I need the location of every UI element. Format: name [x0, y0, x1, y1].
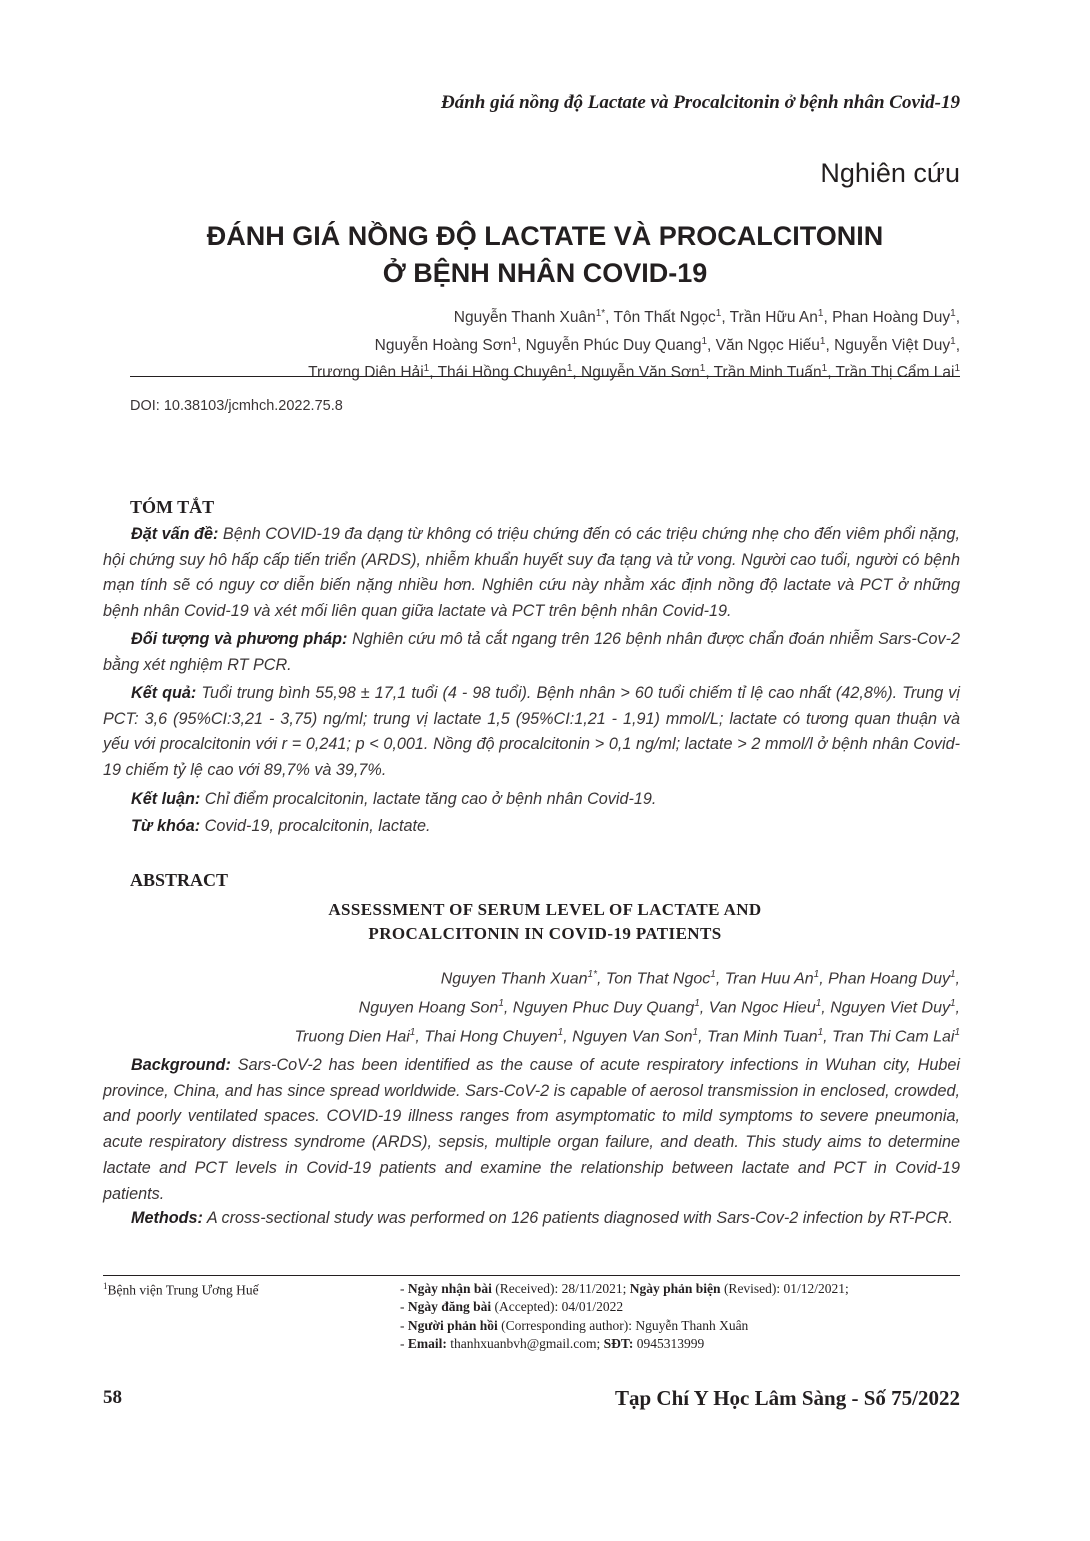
- author-affiliation-mark: 1: [821, 363, 828, 375]
- authors-en: Nguyen Thanh Xuan$^{1*}$, Ton That Ngoc$^1$, Tran Huu An$^1$, Phan Hoang Duy$^1$, Nguyen Hoang Son$^1$, Nguyen Phuc Duy Quang$^1$, Van Ngoc Hieu$^1$, Nguyen Viet Duy$^1$, Truong Dien Hai$^1$, Thai Hong Chuyen$^1$, Nguyen Van Son$^1$, Tran Minh Tuan$^1$, Tran Thi Cam Lai$^1$: [294, 969, 960, 1045]
- author-affiliation-mark: 1: [954, 1026, 960, 1038]
- label: Từ khóa:: [131, 817, 201, 835]
- author-name: Trương Diên Hải: [308, 364, 424, 382]
- section-label: Nghiên cứu: [820, 158, 960, 188]
- author-affiliation-mark: 1: [423, 363, 430, 375]
- paragraph-conclusion-vi: [103, 787, 960, 813]
- authors-divider: [130, 376, 960, 377]
- author-affiliation-mark: 1*: [595, 308, 606, 319]
- author-name: Nguyen Viet Duy: [830, 999, 950, 1017]
- paragraph-background-vi: [103, 522, 960, 625]
- author-name: Tran Minh Tuan: [707, 1027, 818, 1045]
- label: Đặt vấn đề:: [131, 525, 219, 543]
- author-name: Nguyễn Việt Duy: [834, 336, 951, 354]
- text: Chỉ điểm procalcitonin, lactate tăng cao ở bệnh nhân Covid-19.: [204, 790, 657, 808]
- label: Methods:: [131, 1209, 203, 1227]
- page-number: 58: [103, 1387, 122, 1408]
- author-affiliation-mark: 1: [817, 1026, 824, 1038]
- author-affiliation-mark: 1: [557, 1026, 564, 1038]
- text: Tuổi trung bình 55,98 ± 17,1 tuổi (4 - 98 tuổi). Bệnh nhân > 60 tuổi chiếm tỉ lệ cao nhất (42,8%). Trung vị PCT: 3,6 (95%CI:3,21 - 3,75) ng/ml; trung vị lactate 1,5 (95%CI:1,21 - 1,91) mmol/L; lactate có tương quan thuận và yếu với procalcitonin với r = 0,241; p < 0,001. Nồng độ procalcitonin > 0,1 ng/ml; lactate > 2 mmol/l ở bệnh nhân Covid-19 chiếm tỷ lệ cao với 89,7% và 39,7%.: [103, 684, 960, 780]
- footnote-divider: [103, 1275, 960, 1276]
- text: Sars-CoV-2 has been identified as the cause of acute respiratory infections in Wuhan city, Hubei province, China, and has since spread worldwide. Sars-CoV-2 is capable of aerosol transmission in enclosed, crowded, and poorly ventilated spaces. COVID-19 illness ranges from asymptomatic to mild symptoms to severe pneumonia, acute respiratory distress syndrome (ARDS), sepsis, multiple organ failure, and death. This study aims to determine lactate and PCT levels in Covid-19 patients and examine the relationship between lactate and PCT in Covid-19 patients.: [103, 1056, 960, 1203]
- english-title-line-1: ASSESSMENT OF SERUM LEVEL OF LACTATE AND: [328, 900, 762, 919]
- author-affiliation-mark: 1: [813, 969, 820, 980]
- author-name: Thái Hồng Chuyên: [437, 364, 567, 382]
- author-name: Nguyen Phuc Duy Quang: [512, 999, 695, 1017]
- author-affiliation-mark: 1: [949, 997, 956, 1009]
- author-name: Nguyen Van Son: [572, 1027, 693, 1045]
- author-name: Trần Thị Cẩm Lai: [835, 364, 955, 382]
- author-name: Phan Hoàng Duy: [832, 309, 951, 327]
- summary-heading: TÓM TẮT: [130, 497, 215, 517]
- dates-line: - Ngày nhận bài (Received): 28/11/2021; Ngày phản biện (Revised): 01/12/2021;: [400, 1281, 849, 1296]
- label: Background:: [131, 1056, 231, 1074]
- paragraph-methods-vi: [103, 627, 960, 678]
- text: Nghiên cứu mô tả cắt ngang trên 126 bệnh nhân được chẩn đoán nhiễm Sars-Cov-2 bằng xét nghiệm RT PCR.: [103, 630, 960, 674]
- authors-vi: Nguyễn Thanh Xuân$^{1*}$, Tôn Thất Ngọc$^1$, Trần Hữu An$^1$, Phan Hoàng Duy$^1$, Nguyễn Hoàng Sơn$^1$, Nguyễn Phúc Duy Quang$^1$, Văn Ngọc Hiếu$^1$, Nguyễn Việt Duy$^1$, Trương Diên Hải$^1$, Thái Hồng Chuyên$^1$, Nguyễn Văn Sơn$^1$, Trần Minh Tuấn$^1$, Trần Thị Cẩm Lai$^1$: [308, 308, 960, 382]
- author-affiliation-mark: 1: [701, 335, 708, 347]
- author-affiliation-mark: 1: [566, 363, 573, 375]
- author-affiliation-mark: 1: [694, 997, 700, 1009]
- author-affiliation-mark: 1: [954, 363, 960, 375]
- text: A cross-sectional study was performed on 126 patients diagnosed with Sars-Cov-2 infection by RT-PCR.: [206, 1209, 954, 1227]
- author-name: Nguyen Thanh Xuan: [440, 970, 588, 988]
- author-affiliation-mark: 1: [817, 308, 824, 319]
- author-name: Truong Dien Hai: [294, 1027, 410, 1045]
- abstract-heading: ABSTRACT: [130, 870, 229, 890]
- title-line-2: Ở BỆNH NHÂN COVID-19: [382, 258, 708, 288]
- author-affiliation-mark: 1: [692, 1026, 699, 1038]
- author-affiliation-mark: 1: [710, 969, 716, 980]
- contact-line: - Email: thanhxuanbvh@gmail.com; SĐT: 0945313999: [400, 1335, 705, 1351]
- author-affiliation-mark: 1: [715, 308, 722, 319]
- author-name: Trần Minh Tuấn: [713, 364, 822, 382]
- text: Covid-19, procalcitonin, lactate.: [204, 817, 431, 835]
- running-head: Đánh giá nồng độ Lactate và Procalcitonin ở bệnh nhân Covid-19: [440, 92, 960, 113]
- author-name: Tôn Thất Ngọc: [613, 309, 716, 327]
- author-affiliation-mark: 1*: [587, 969, 597, 980]
- author-name: Ton That Ngoc: [605, 970, 711, 988]
- author-name: Nguyen Hoang Son: [358, 999, 499, 1017]
- author-name: Nguyễn Hoàng Sơn: [374, 336, 512, 354]
- author-affiliation-mark: 1: [819, 335, 826, 347]
- paragraph-keywords-vi: [103, 814, 960, 840]
- corresponding-line: - Người phản hồi (Corresponding author): Nguyễn Thanh Xuân: [400, 1317, 749, 1333]
- author-name: Trần Hữu An: [729, 309, 818, 327]
- doi: DOI: 10.38103/jcmhch.2022.75.8: [130, 398, 343, 414]
- author-name: Thai Hong Chuyen: [424, 1027, 558, 1045]
- author-affiliation-mark: 1: [950, 335, 956, 347]
- author-affiliation-mark: 1: [949, 969, 956, 980]
- label: Đối tượng và phương pháp:: [131, 630, 348, 648]
- paragraph-methods-en: [103, 1206, 960, 1232]
- author-name: Nguyễn Văn Sơn: [581, 364, 700, 382]
- article-title: [0, 218, 1090, 292]
- journal-name: Tạp Chí Y Học Lâm Sàng - Số 75/2022: [615, 1386, 960, 1410]
- english-title: [0, 898, 1090, 946]
- label: Kết quả:: [131, 684, 197, 702]
- title-line-1: ĐÁNH GIÁ NỒNG ĐỘ LACTATE VÀ PROCALCITONIN: [206, 221, 884, 251]
- author-affiliation-mark: 1: [511, 335, 518, 347]
- author-affiliation-mark: 1: [498, 997, 504, 1009]
- author-name: Tran Huu An: [724, 970, 814, 988]
- label: Kết luận:: [131, 790, 201, 808]
- author-name: Nguyễn Thanh Xuân: [453, 309, 596, 327]
- affiliation: $^1$Bệnh viện Trung Ương Huế: [103, 1281, 259, 1298]
- author-name: Van Ngoc Hieu: [708, 999, 816, 1017]
- author-affiliation-mark: 1: [409, 1026, 416, 1038]
- email-link[interactable]: thanhxuanbvh@gmail.com;: [450, 1335, 601, 1351]
- author-affiliation-mark: 1: [815, 997, 822, 1009]
- author-name: Tran Thi Cam Lai: [832, 1027, 955, 1045]
- author-affiliation-mark: 1: [950, 308, 956, 319]
- author-name: Nguyễn Phúc Duy Quang: [525, 336, 702, 354]
- paragraph-results-vi: [103, 681, 960, 784]
- accepted-line: - Ngày đăng bài (Accepted): 04/01/2022: [400, 1299, 624, 1315]
- author-name: Văn Ngọc Hiếu: [715, 336, 820, 354]
- author-name: Phan Hoang Duy: [828, 970, 950, 988]
- article-meta: [400, 1280, 960, 1353]
- english-title-line-2: PROCALCITONIN IN COVID-19 PATIENTS: [368, 924, 722, 943]
- paragraph-background-en: [103, 1053, 960, 1207]
- author-affiliation-mark: 1: [699, 363, 706, 375]
- text: Bệnh COVID-19 đa dạng từ không có triệu chứng đến có các triệu chứng nhẹ cho đến viêm phổi nặng, hội chứng suy hô hấp cấp tiến triển (ARDS), nhiễm khuẩn huyết suy đa tạng và tử vong. Người cao tuổi, người có bệnh mạn tính sẽ có nguy cơ diễn biến nặng nhiều hơn. Nghiên cứu này nhằm xác định nồng độ lactate và PCT ở những bệnh nhân Covid-19 và xét mối liên quan giữa lactate và PCT trên bệnh nhân Covid-19.: [103, 525, 960, 621]
